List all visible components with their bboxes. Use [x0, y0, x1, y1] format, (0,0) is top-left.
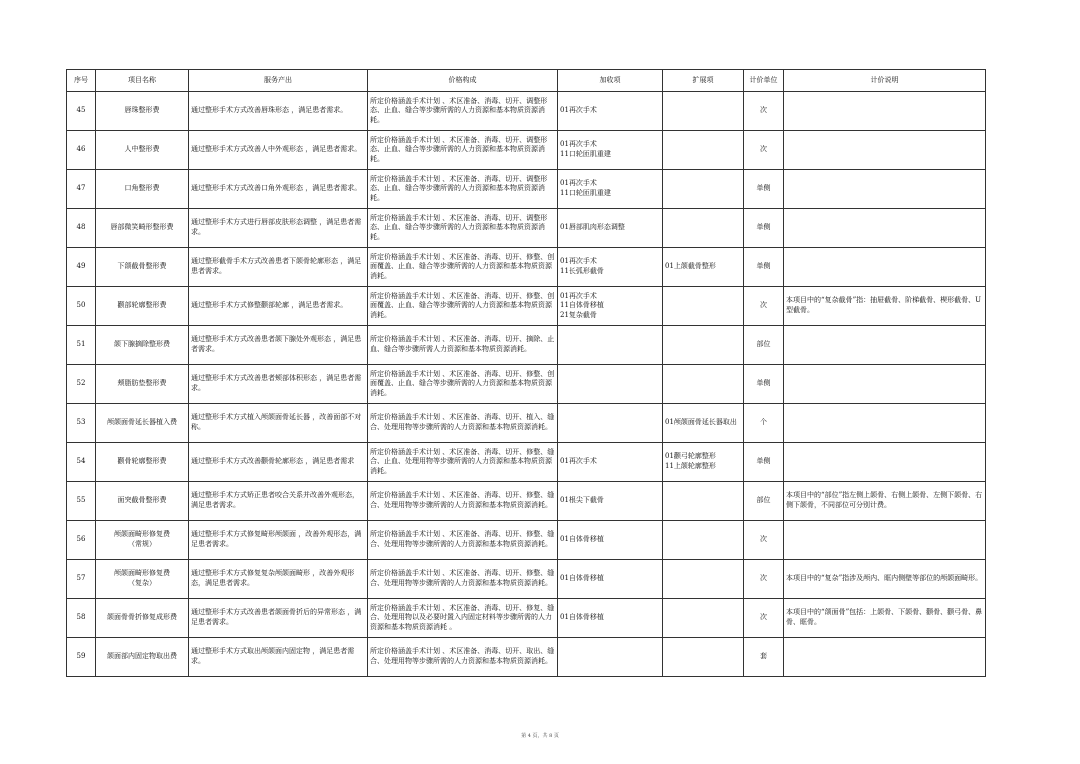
table-row: [67, 365, 986, 404]
cell-output: 通过整形手术方式改善患者颌面骨折后的异常形态 ，满足患者需求。: [189, 599, 368, 638]
table-row: [67, 638, 986, 677]
cell-extension: [663, 170, 744, 209]
table-row: [67, 443, 986, 482]
cell-note: [784, 404, 986, 443]
header-row: [67, 70, 986, 92]
cell-unit: 次: [744, 521, 784, 560]
cell-unit: 个: [744, 404, 784, 443]
cell-seq: 51: [67, 326, 96, 365]
cell-unit: 次: [744, 599, 784, 638]
cell-composition: 所定价格涵盖手术计划 、术区准备、消毒、切开、修整、创面覆盖、止血、缝合等步骤所需的人力资源和基本物质资源消耗。: [368, 287, 558, 326]
cell-output: 通过整形手术方式取出颅颌面内固定物 ，满足患者需求。: [189, 638, 368, 677]
cell-note: [784, 365, 986, 404]
header-extension: 扩展项: [663, 70, 744, 92]
cell-seq: 56: [67, 521, 96, 560]
cell-name: 颌面骨骨折修复成形费: [96, 599, 189, 638]
table-row: [67, 248, 986, 287]
cell-addon: 01自体骨移植: [558, 599, 663, 638]
cell-composition: 所定价格涵盖手术计划 、术区准备、消毒、切开、植入、缝合、处理用物等步骤所需的人力资源和基本物质资源消耗。: [368, 404, 558, 443]
cell-note: [784, 248, 986, 287]
cell-unit: 单侧: [744, 248, 784, 287]
cell-note: [784, 521, 986, 560]
cell-extension: 01颧弓轮廓整形 11上颌轮廓整形: [663, 443, 744, 482]
cell-composition: 所定价格涵盖手术计划 、术区准备、消毒、切开、调整形态、止血、缝合等步骤所需的人力资源和基本物质资源消耗。: [368, 170, 558, 209]
table-row: [67, 404, 986, 443]
cell-extension: [663, 365, 744, 404]
cell-output: 通过整形手术方式修整颧部轮廓 ，满足患者需求。: [189, 287, 368, 326]
cell-addon: 01再次手术 11口轮匝肌重建: [558, 170, 663, 209]
cell-note: 本项目中的“复杂”指涉及颅内、眶内侧壁等部位的颅颌面畸形。: [784, 560, 986, 599]
cell-seq: 59: [67, 638, 96, 677]
cell-unit: 部位: [744, 482, 784, 521]
cell-addon: 01唇部肌肉形态调整: [558, 209, 663, 248]
table-row: [67, 170, 986, 209]
cell-unit: 部位: [744, 326, 784, 365]
cell-name: 唇珠整形费: [96, 92, 189, 131]
cell-extension: [663, 92, 744, 131]
cell-output: 通过整形手术方式改善人中外观形态 ，满足患者需求。: [189, 131, 368, 170]
cell-unit: 单侧: [744, 170, 784, 209]
cell-name: 面突截骨整形费: [96, 482, 189, 521]
header-seq: 序号: [67, 70, 96, 92]
cell-output: 通过整形手术方式改善患者颌下腺处外观形态 ，满足患者需求。: [189, 326, 368, 365]
header-output: 服务产出: [189, 70, 368, 92]
cell-note: [784, 326, 986, 365]
cell-seq: 50: [67, 287, 96, 326]
cell-note: 本项目中的“颌面骨”包括：上颌骨、下颌骨、颧骨、颧弓骨、鼻骨、眶骨。: [784, 599, 986, 638]
cell-composition: 所定价格涵盖手术计划 、术区准备、消毒、切开、修整、缝合、处理用物等步骤所需的人力资源和基本物质资源消耗。: [368, 521, 558, 560]
table-row: [67, 209, 986, 248]
cell-composition: 所定价格涵盖手术计划 、术区准备、消毒、切开、修复、缝合、处理用物以及必要时置入内固定材料等步骤所需的人力资源和基本物质资源消耗 。: [368, 599, 558, 638]
cell-unit: 次: [744, 131, 784, 170]
cell-seq: 53: [67, 404, 96, 443]
table-row: [67, 287, 986, 326]
cell-addon: 01自体骨移植: [558, 560, 663, 599]
table-row: [67, 482, 986, 521]
cell-extension: [663, 560, 744, 599]
table-row: [67, 560, 986, 599]
cell-output: 通过整形截骨手术方式改善患者下颌骨轮廓形态 ，满足患者需求。: [189, 248, 368, 287]
cell-output: 通过整形手术方式进行唇部皮肤形态调整 ，满足患者需求。: [189, 209, 368, 248]
header-name: 项目名称: [96, 70, 189, 92]
cell-output: 通过整形手术方式改善口角外观形态 ，满足患者需求。: [189, 170, 368, 209]
cell-seq: 52: [67, 365, 96, 404]
cell-composition: 所定价格涵盖手术计划 、术区准备、消毒、切开、修整、缝合、处理用物等步骤所需的人力资源和基本物质资源消耗。: [368, 560, 558, 599]
cell-composition: 所定价格涵盖手术计划 、术区准备、消毒、切开、调整形态、止血、缝合等步骤所需的人力资源和基本物质资源消耗。: [368, 131, 558, 170]
cell-addon: [558, 404, 663, 443]
cell-composition: 所定价格涵盖手术计划 、术区准备、消毒、切开、修整、缝合、处理用物等步骤所需的人力资源和基本物质资源消耗。: [368, 482, 558, 521]
cell-unit: 单侧: [744, 365, 784, 404]
header-unit: 计价单位: [744, 70, 784, 92]
table-row: [67, 131, 986, 170]
header-addon: 加收项: [558, 70, 663, 92]
cell-composition: 所定价格涵盖手术计划 、术区准备、消毒、切开、取出、缝合、处理用物等步骤所需的人力资源和基本物质资源消耗。: [368, 638, 558, 677]
cell-note: [784, 131, 986, 170]
cell-name: 颌下腺摘除整形费: [96, 326, 189, 365]
cell-extension: [663, 521, 744, 560]
cell-extension: [663, 287, 744, 326]
cell-addon: [558, 365, 663, 404]
cell-name: 下颌截骨整形费: [96, 248, 189, 287]
cell-composition: 所定价格涵盖手术计划 、术区准备、消毒、切开、修整、创面覆盖、止血、缝合等步骤所需的人力资源和基本物质资源消耗。: [368, 365, 558, 404]
cell-extension: [663, 599, 744, 638]
header-composition: 价格构成: [368, 70, 558, 92]
cell-name: 人中整形费: [96, 131, 189, 170]
cell-addon: 01再次手术 11自体骨移植 21复杂截骨: [558, 287, 663, 326]
cell-extension: [663, 131, 744, 170]
cell-composition: 所定价格涵盖手术计划 、术区准备、消毒、切开、调整形态、止血、缝合等步骤所需的人力资源和基本物质资源消耗。: [368, 92, 558, 131]
cell-extension: 01颅颌面骨延长器取出: [663, 404, 744, 443]
cell-addon: 01自体骨移植: [558, 521, 663, 560]
cell-seq: 58: [67, 599, 96, 638]
cell-name: 颅颌面畸形修复费 （常规）: [96, 521, 189, 560]
page-number: 第 4 页，共 8 页: [521, 733, 559, 739]
cell-name: 颅颌面骨延长器植入费: [96, 404, 189, 443]
cell-composition: 所定价格涵盖手术计划 、术区准备、消毒、切开、修整、缝合、止血、处理用物等步骤所需的人力资源和基本物质资源消耗。: [368, 443, 558, 482]
cell-seq: 46: [67, 131, 96, 170]
cell-output: 通过整形手术方式植入颅颌面骨延长器 ，改善面部不对称。: [189, 404, 368, 443]
cell-note: 本项目中的“复杂截骨”指：抽屉截骨、阶梯截骨、楔形截骨、U型截骨。: [784, 287, 986, 326]
cell-unit: 次: [744, 92, 784, 131]
header-note: 计价说明: [784, 70, 986, 92]
cell-output: 通过整形手术方式改善颧骨轮廓形态 ，满足患者需求: [189, 443, 368, 482]
cell-addon: 01根尖下截骨: [558, 482, 663, 521]
cell-name: 唇部微笑畸形整形费: [96, 209, 189, 248]
cell-unit: 单侧: [744, 443, 784, 482]
cell-seq: 49: [67, 248, 96, 287]
cell-note: [784, 170, 986, 209]
cell-note: [784, 209, 986, 248]
cell-unit: 次: [744, 560, 784, 599]
cell-addon: 01再次手术: [558, 443, 663, 482]
table-body: [67, 92, 986, 677]
cell-name: 颊脂肪垫整形费: [96, 365, 189, 404]
cell-note: [784, 443, 986, 482]
cell-extension: [663, 482, 744, 521]
cell-name: 颅颌面畸形修复费 （复杂）: [96, 560, 189, 599]
cell-addon: 01再次手术 11口轮匝肌重建: [558, 131, 663, 170]
cell-addon: 01再次手术: [558, 92, 663, 131]
cell-unit: 单侧: [744, 209, 784, 248]
cell-note: 本项目中的“部位”指左侧上颌骨、右侧上颌骨、左侧下颌骨、右侧下颌骨，不同部位可分别计费。: [784, 482, 986, 521]
table-row: [67, 521, 986, 560]
cell-note: [784, 92, 986, 131]
cell-composition: 所定价格涵盖手术计划 、术区准备、消毒、切开、摘除、止血、缝合等步骤所需人力资源和基本物质资源消耗。: [368, 326, 558, 365]
cell-name: 颌面部内固定物取出费: [96, 638, 189, 677]
cell-unit: 次: [744, 287, 784, 326]
cell-name: 颧骨轮廓整形费: [96, 443, 189, 482]
cell-seq: 55: [67, 482, 96, 521]
cell-output: 通过整形手术方式修复复杂颅颌面畸形 ，改善外观形态，满足患者需求。: [189, 560, 368, 599]
cell-seq: 48: [67, 209, 96, 248]
cell-note: [784, 638, 986, 677]
cell-composition: 所定价格涵盖手术计划 、术区准备、消毒、切开、修整、创面覆盖、止血、缝合等步骤所需的人力资源和基本物质资源消耗。: [368, 248, 558, 287]
cell-seq: 45: [67, 92, 96, 131]
cell-output: 通过整形手术方式矫正患者咬合关系并改善外观形态，满足患者需求。: [189, 482, 368, 521]
cell-output: 通过整形手术方式改善患者颊部体积形态 ，满足患者需求。: [189, 365, 368, 404]
cell-seq: 57: [67, 560, 96, 599]
cell-seq: 47: [67, 170, 96, 209]
cell-addon: 01再次手术 11长弧形截骨: [558, 248, 663, 287]
cell-unit: 套: [744, 638, 784, 677]
cell-extension: [663, 638, 744, 677]
cell-addon: [558, 326, 663, 365]
cell-output: 通过整形手术方式修复畸形颅颌面 ，改善外观形态，满足患者需求。: [189, 521, 368, 560]
price-table: [66, 69, 986, 677]
cell-extension: 01上颌截骨整形: [663, 248, 744, 287]
cell-seq: 54: [67, 443, 96, 482]
cell-name: 颧部轮廓整形费: [96, 287, 189, 326]
cell-extension: [663, 326, 744, 365]
cell-name: 口角整形费: [96, 170, 189, 209]
cell-composition: 所定价格涵盖手术计划 、术区准备、消毒、切开、调整形态、止血、缝合等步骤所需的人力资源和基本物质资源消耗。: [368, 209, 558, 248]
cell-extension: [663, 209, 744, 248]
cell-addon: [558, 638, 663, 677]
table-row: [67, 599, 986, 638]
table-row: [67, 92, 986, 131]
table-row: [67, 326, 986, 365]
cell-output: 通过整形手术方式改善唇珠形态 ，满足患者需求。: [189, 92, 368, 131]
